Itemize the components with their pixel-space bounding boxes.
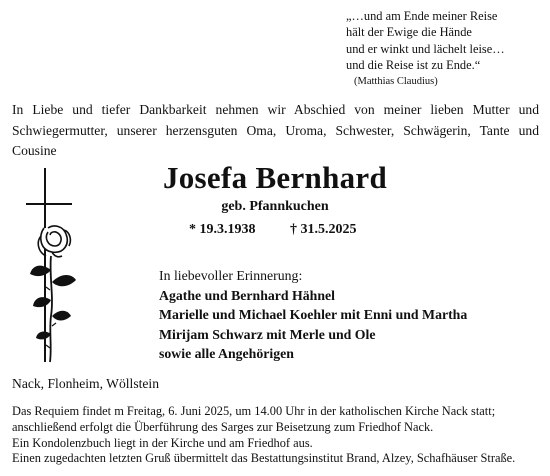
death-date: † 31.5.2025 [290, 222, 357, 237]
deceased-name: Josefa Bernhard [162, 160, 388, 195]
note-line: anschließend erfolgt die Überführung des Sarges zur Beisetzung zum Friedhof Nack. [12, 419, 434, 434]
places-line: Nack, Flonheim, Wöllstein [12, 376, 159, 391]
mourners-block [159, 266, 549, 364]
note-line: Das Requiem findet m Freitag, 6. Juni 2025, um 14.00 Uhr in der katholischen Kirche Nack statt; [12, 404, 496, 418]
poem-line: und die Reise ist zu Ende.“ [346, 58, 481, 73]
memory-heading: In liebevoller Erinnerung: [159, 268, 303, 283]
note-line: Einen zugedachten letzten Gruß übermittelt das Bestattungsinstitut Brand, Alzey, Schafhäuser Straße. [12, 451, 516, 466]
poem-source: (Matthias Claudius) [354, 75, 438, 87]
poem-line: und er winkt und lächelt leise… [346, 41, 505, 56]
mourner-line: sowie alle Angehörigen [159, 346, 294, 361]
mourner-line: Marielle und Michael Koehler mit Enni und Martha [159, 307, 468, 322]
poem-line: „…und am Ende meiner Reise [346, 9, 498, 23]
service-notes [12, 404, 539, 467]
mourner-line: Mirijam Schwarz mit Merle und Ole [159, 326, 376, 342]
poem-line: hält der Ewige die Hände [346, 25, 472, 40]
mourner-line: Agathe und Bernhard Hähnel [159, 287, 335, 303]
note-line: Ein Kondolenzbuch liegt in der Kirche und am Friedhof aus. [12, 435, 313, 450]
birth-date: * 19.3.1938 [189, 222, 256, 237]
cross-rose-icon [24, 166, 88, 366]
intro-text: In Liebe und tiefer Dankbarkeit nehmen wir Abschied von meiner lieben Mutter und Schwiegermutter, unserer herzensguten Oma, Uroma, Schwester, Schwägerin, Tante und Cousine [12, 102, 539, 158]
poem-quote [346, 8, 546, 90]
birth-name: geb. Pfannkuchen [221, 199, 329, 214]
